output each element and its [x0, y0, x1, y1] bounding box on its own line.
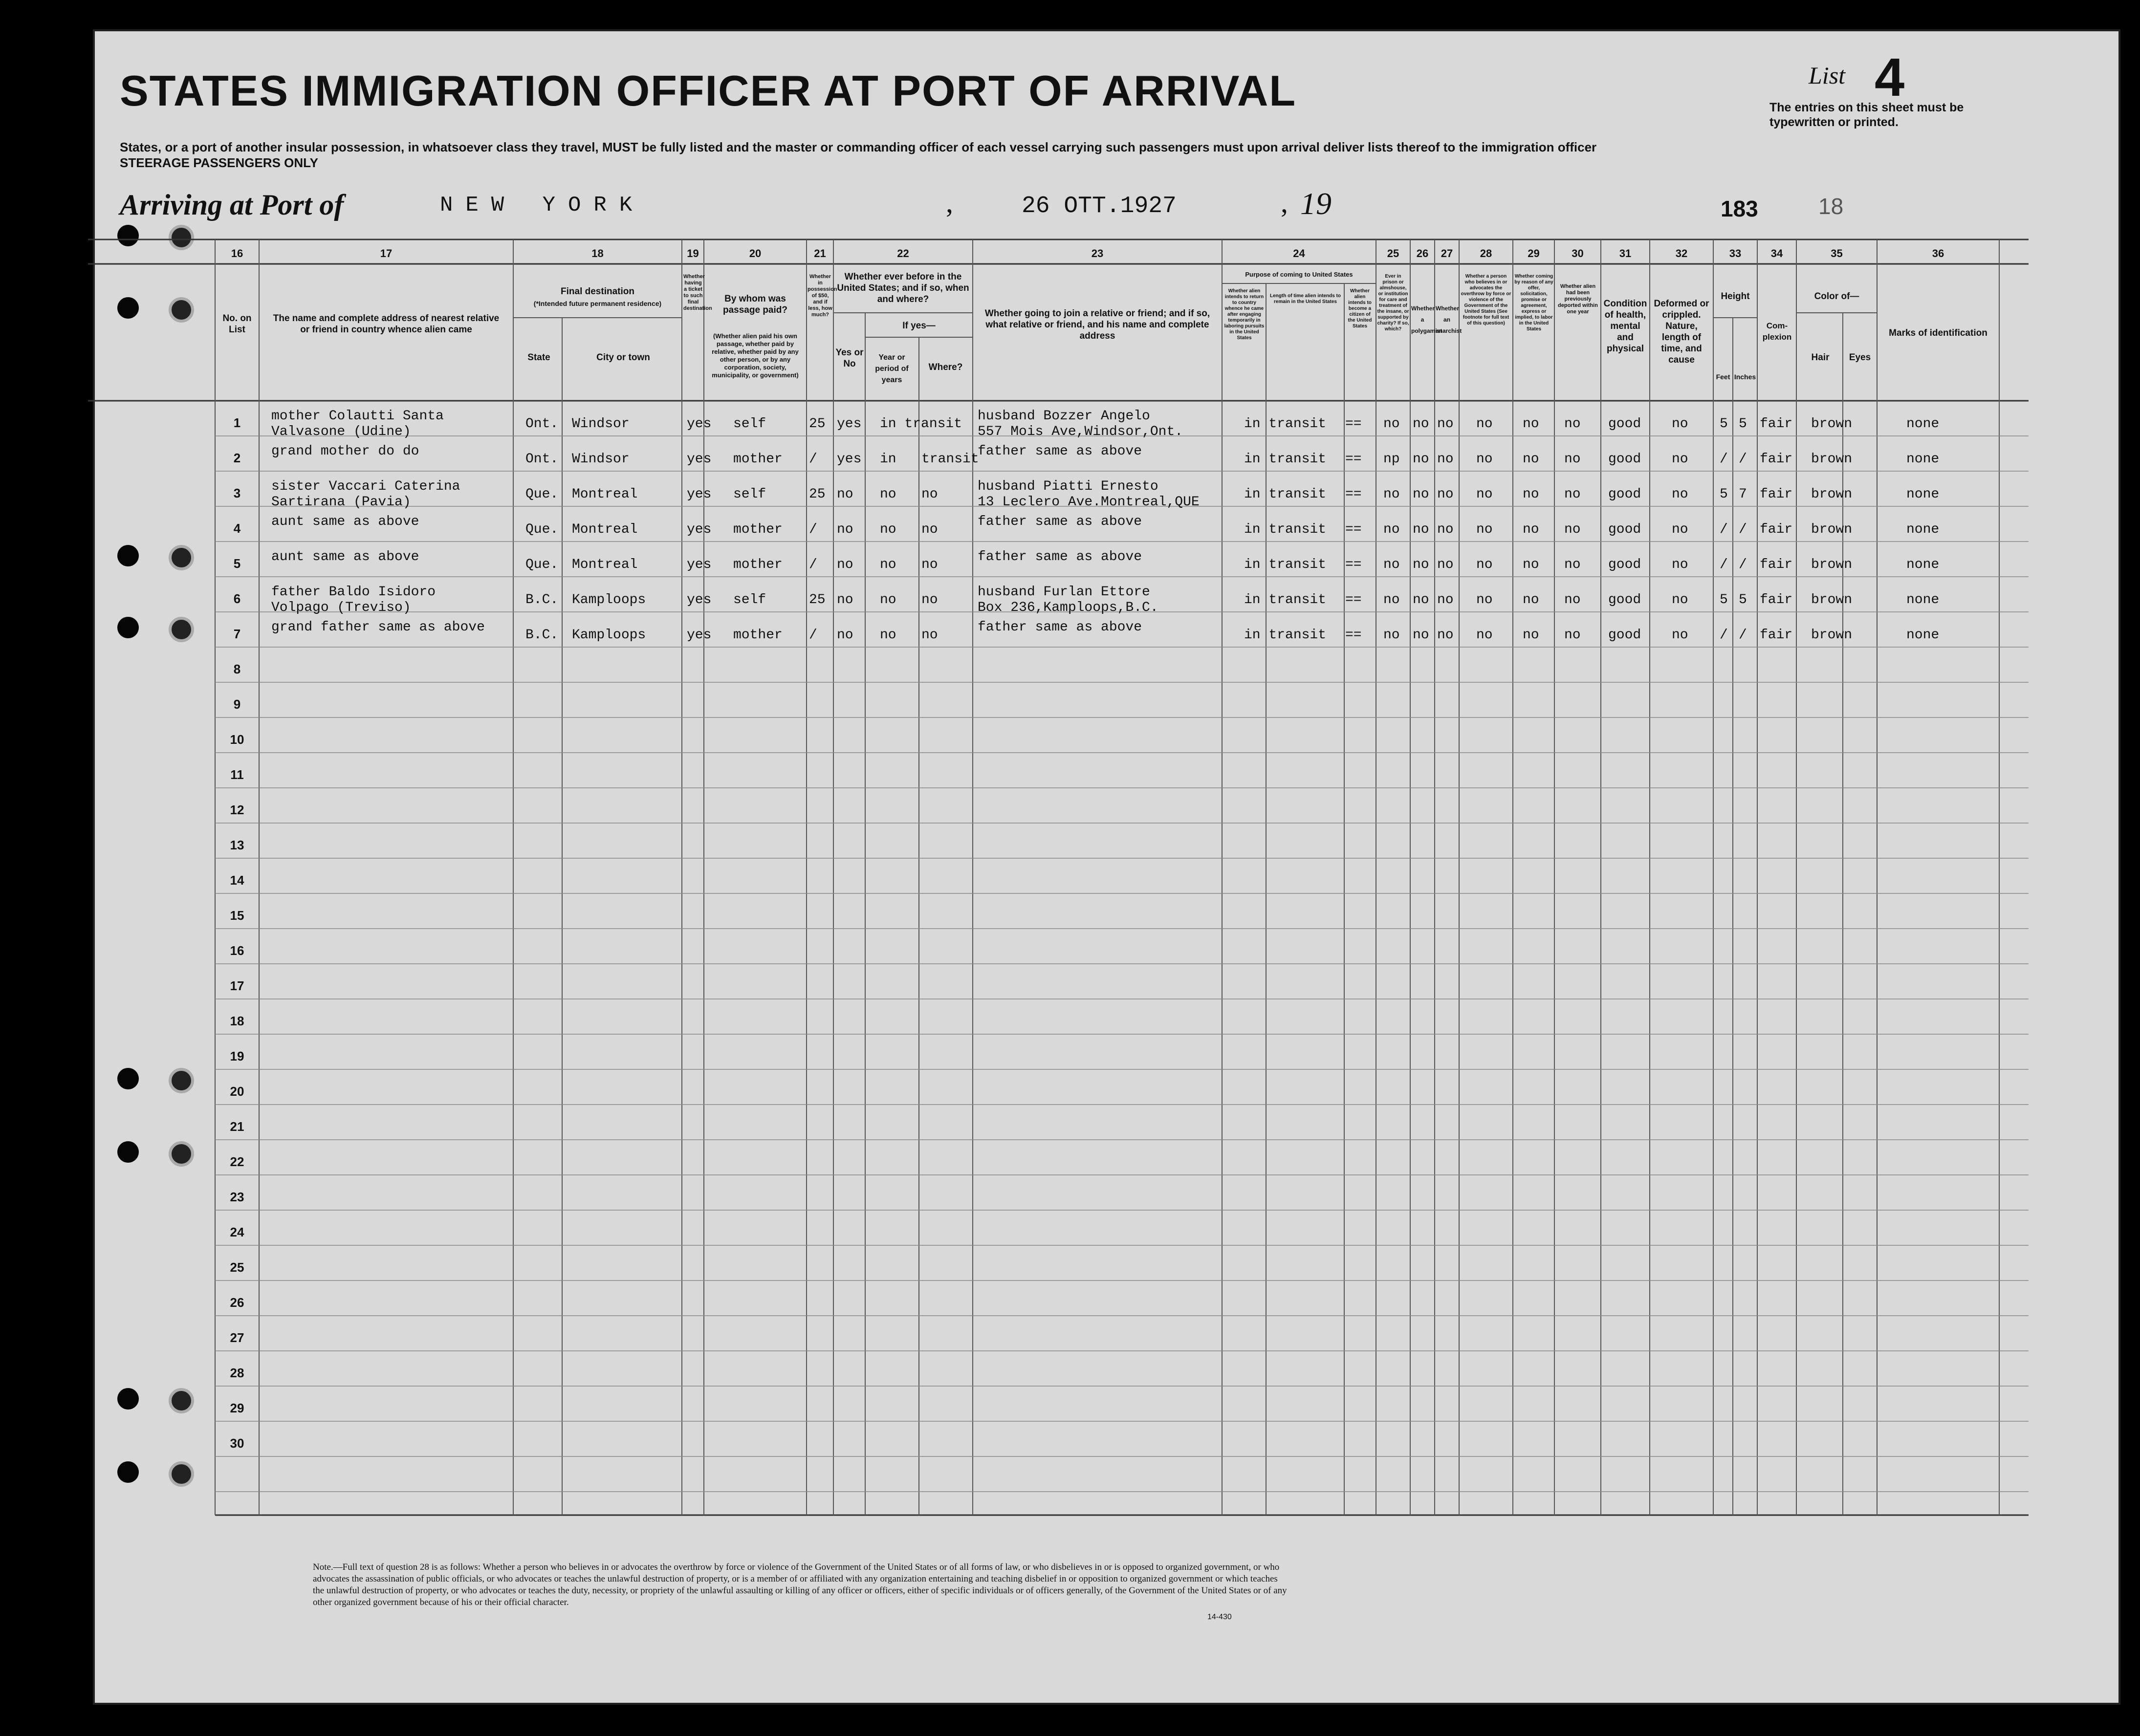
cell-q30: no [1564, 487, 1581, 502]
row-number: 21 [230, 1119, 244, 1134]
cell-anarchist: no [1437, 416, 1454, 432]
header-final-destination: Final destination [561, 286, 634, 297]
separator: , [1281, 186, 1288, 218]
row-number: 10 [230, 732, 244, 747]
row-number: 24 [230, 1225, 244, 1239]
row-number: 25 [230, 1260, 244, 1275]
cell-hair: brown [1811, 452, 1853, 467]
column-number: 27 [1441, 247, 1453, 260]
cell-period: no [880, 592, 896, 608]
cell-period: in transit [880, 416, 962, 432]
header-health: Condition of health, mental and physical [1603, 299, 1647, 354]
cell-q30: no [1564, 522, 1581, 537]
cell-anarchist: no [1437, 628, 1454, 643]
header-ever-before: Whether ever before in the United States; and if so, when and where? [837, 272, 969, 304]
cell-polygamist: no [1413, 487, 1429, 502]
cell-citizen: == [1345, 592, 1362, 608]
cell-before: yes [837, 416, 862, 432]
cell-citizen: == [1345, 487, 1362, 502]
cell-money: 25 [809, 487, 826, 502]
cell-q30: no [1564, 592, 1581, 608]
header-color-of: Color of— [1814, 291, 1859, 302]
page-number-struck: 18 [1818, 194, 1844, 219]
list-label: List [1809, 62, 1846, 89]
header-prison: Ever in prison or almshouse, or institution for care and treatment of the insane, or supported by charity? If so, which? [1377, 274, 1409, 332]
cell-purpose: in transit [1244, 628, 1327, 643]
row-number: 6 [233, 591, 241, 606]
row-number: 11 [230, 767, 244, 782]
cell-deformed: no [1672, 416, 1688, 432]
header-polygamist: Whether a polygamist [1411, 305, 1442, 334]
cell-feet: / [1720, 628, 1728, 643]
cell-join2: 13 Leclero Ave.Montreal,QUE [978, 495, 1200, 510]
row-number: 19 [230, 1049, 244, 1063]
cell-inches: 7 [1739, 487, 1747, 502]
cell-paid: mother [733, 557, 783, 572]
cell-join2: 557 Mois Ave,Windsor,Ont. [978, 424, 1183, 439]
arrival-date-stamp: 26 OTT.1927 [1022, 193, 1177, 219]
cell-ticket: yes [687, 628, 712, 643]
row-number: 13 [230, 838, 244, 852]
cell-where: no [921, 487, 938, 502]
cell-deformed: no [1672, 592, 1688, 608]
cell-state: B.C. [525, 592, 559, 608]
cell-money: / [809, 628, 817, 643]
cell-prison: no [1383, 487, 1400, 502]
cell-polygamist: no [1413, 452, 1429, 467]
header-join-relative: Whether going to join a relative or friend; and if so, what relative or friend, and his name and complete address [984, 308, 1210, 341]
cell-complexion: fair [1760, 522, 1793, 537]
cell-complexion: fair [1760, 592, 1793, 608]
cell-health: good [1608, 522, 1641, 537]
header-q28: Whether a person who believes in or advocates the overthrow by force or violence of the Government of the United States (See footnote for full text of this question) [1461, 274, 1511, 326]
cell-before: no [837, 557, 853, 572]
cell-prison: no [1383, 628, 1400, 643]
page-number: 183 [1721, 196, 1758, 221]
cell-before: no [837, 522, 853, 537]
header-final-destination-note: (*Intended future permanent residence) [533, 300, 662, 307]
cell-relative1: grand father same as above [271, 620, 485, 635]
row-number: 27 [230, 1330, 244, 1345]
column-number: 32 [1675, 247, 1688, 260]
cell-feet: / [1720, 522, 1728, 537]
header-purpose-a: Whether alien intends to return to country whence he came after engaging temporarily in laboring pursuits in the United States [1224, 288, 1265, 341]
cell-relative2: Sartirana (Pavia) [271, 495, 411, 510]
cell-polygamist: no [1413, 557, 1429, 572]
row-number: 28 [230, 1366, 244, 1380]
year-prefix: 19 [1300, 186, 1332, 221]
cell-city: Windsor [572, 452, 630, 467]
row-number: 1 [233, 415, 241, 430]
cell-inches: / [1739, 628, 1747, 643]
row-number: 26 [230, 1295, 244, 1310]
column-number: 23 [1091, 247, 1104, 260]
cell-inches: 5 [1739, 416, 1747, 432]
instruction-line: States, or a port of another insular possession, in whatsoever class they travel, MUST be fully listed and the master or commanding officer of each vessel carrying such passengers must upon arrival deliver lists thereof to the immigration officer [120, 140, 1597, 154]
header-state: State [527, 352, 550, 363]
cell-relative1: aunt same as above [271, 549, 419, 564]
cell-before: no [837, 592, 853, 608]
cell-money: 25 [809, 416, 826, 432]
cell-polygamist: no [1413, 628, 1429, 643]
cell-feet: / [1720, 557, 1728, 572]
cell-q29: no [1523, 592, 1539, 608]
cell-paid: mother [733, 628, 783, 643]
cell-relative2: Valvasone (Udine) [271, 424, 411, 439]
cell-polygamist: no [1413, 592, 1429, 608]
cell-hair: brown [1811, 522, 1853, 537]
cell-deformed: no [1672, 522, 1688, 537]
cell-state: Que. [525, 487, 559, 502]
cell-state: Ont. [525, 416, 559, 432]
cell-relative1: father Baldo Isidoro [271, 585, 436, 600]
cell-health: good [1608, 416, 1641, 432]
header-anarchist: Whether an anarchist [1436, 305, 1462, 334]
cell-anarchist: no [1437, 557, 1454, 572]
cell-anarchist: no [1437, 487, 1454, 502]
cell-q28: no [1476, 487, 1493, 502]
cell-citizen: == [1345, 522, 1362, 537]
cell-paid: self [733, 487, 766, 502]
cell-marks: none [1906, 487, 1940, 502]
cell-relative2: Volpago (Treviso) [271, 600, 411, 615]
cell-q30: no [1564, 452, 1581, 467]
cell-state: Que. [525, 557, 559, 572]
cell-q30: no [1564, 416, 1581, 432]
row-number: 14 [230, 873, 244, 888]
header-q30: Whether alien had been previously deported within one year [1558, 283, 1598, 315]
cell-marks: none [1906, 416, 1940, 432]
cell-marks: none [1906, 452, 1940, 467]
column-number: 18 [591, 247, 604, 260]
cell-prison: np [1383, 452, 1400, 467]
cell-relative1: aunt same as above [271, 514, 419, 529]
cell-purpose: in transit [1244, 487, 1327, 502]
row-number: 30 [230, 1436, 244, 1451]
form-number: 14-430 [1207, 1613, 1232, 1621]
cell-before: no [837, 628, 853, 643]
cell-q28: no [1476, 628, 1493, 643]
row-number: 9 [233, 697, 241, 712]
cell-money: / [809, 452, 817, 467]
cell-q29: no [1523, 452, 1539, 467]
cell-feet: 5 [1720, 487, 1728, 502]
arriving-label: Arriving at Port of [120, 189, 344, 221]
cell-state: Ont. [525, 452, 559, 467]
row-number: 15 [230, 908, 244, 923]
cell-city: Montreal [572, 487, 638, 502]
cell-ticket: yes [687, 557, 712, 572]
cell-paid: mother [733, 522, 783, 537]
column-number: 30 [1572, 247, 1584, 260]
cell-join1: husband Bozzer Angelo [978, 409, 1150, 424]
cell-paid: mother [733, 452, 783, 467]
header-hair: Hair [1811, 352, 1830, 363]
cell-complexion: fair [1760, 628, 1793, 643]
column-number: 29 [1528, 247, 1540, 260]
cell-period: no [880, 557, 896, 572]
cell-inches: / [1739, 557, 1747, 572]
header-inches: Inches [1734, 373, 1756, 381]
cell-feet: 5 [1720, 416, 1728, 432]
column-number: 33 [1729, 247, 1742, 260]
cell-complexion: fair [1760, 416, 1793, 432]
cell-citizen: == [1345, 452, 1362, 467]
cell-q29: no [1523, 487, 1539, 502]
row-number: 2 [233, 451, 241, 465]
cell-anarchist: no [1437, 592, 1454, 608]
cell-health: good [1608, 487, 1641, 502]
header-possession-50: Whether in possession of $50, and if less, how much? [808, 274, 837, 318]
cell-marks: none [1906, 628, 1940, 643]
cell-prison: no [1383, 592, 1400, 608]
cell-q28: no [1476, 452, 1493, 467]
row-number: 5 [233, 556, 241, 571]
cell-inches: / [1739, 452, 1747, 467]
typewritten-note: The entries on this sheet must be typewritten or printed. [1769, 101, 1964, 129]
header-where: Where? [928, 362, 963, 372]
cell-q29: no [1523, 628, 1539, 643]
cell-citizen: == [1345, 628, 1362, 643]
cell-relative1: mother Colautti Santa [271, 409, 444, 424]
cell-before: yes [837, 452, 862, 467]
cell-deformed: no [1672, 557, 1688, 572]
cell-polygamist: no [1413, 416, 1429, 432]
question-28-footnote: Note.—Full text of question 28 is as follows: Whether a person who believes in or advocates the overthrow by force or violence of the Government of the United States or of all forms of law, or who disbelieves in or is opposed to organized government, or who advocates the assassination of public officials, or who advocates or teaches the unlawful destruction of property, or is a member of or affiliated with any organization entertaining and teaching disbelief in or opposition to organized government or which teaches the unlawful destruction of property, or who advocates or teaches the duty, necessity, or propriety of the unlawful assaulting or killing of any officer or officers, either of specific individuals or of officers generally, of the Government of the United States or of any other organized government because of his or their official character. [313, 1562, 1287, 1607]
cell-q28: no [1476, 592, 1493, 608]
header-feet: Feet [1716, 373, 1730, 381]
cell-complexion: fair [1760, 487, 1793, 502]
row-number: 17 [230, 978, 244, 993]
column-number: 31 [1619, 247, 1632, 260]
cell-where: no [921, 592, 938, 608]
cell-purpose: in transit [1244, 522, 1327, 537]
cell-join1: father same as above [978, 514, 1142, 529]
cell-ticket: yes [687, 592, 712, 608]
header-relative-address: The name and complete address of nearest relative or friend in country whence alien came [273, 313, 500, 335]
cell-money: / [809, 522, 817, 537]
row-number: 3 [233, 486, 241, 500]
cell-join1: father same as above [978, 444, 1142, 459]
cell-q29: no [1523, 416, 1539, 432]
cell-citizen: == [1345, 416, 1362, 432]
cell-deformed: no [1672, 487, 1688, 502]
header-if-yes: If yes— [902, 321, 936, 331]
cell-anarchist: no [1437, 452, 1454, 467]
cell-city: Montreal [572, 522, 638, 537]
cell-money: / [809, 557, 817, 572]
cell-q28: no [1476, 522, 1493, 537]
cell-feet: 5 [1720, 592, 1728, 608]
cell-marks: none [1906, 592, 1940, 608]
cell-q29: no [1523, 557, 1539, 572]
header-complexion: Com-plexion [1762, 321, 1792, 342]
cell-period: in [880, 452, 896, 467]
header-passage-note: (Whether alien paid his own passage, whether paid by relative, whether paid by any other person, or by any corporation, society, municipality, or government) [712, 332, 799, 379]
header-ticket: Whether having a ticket to such final destination [683, 274, 712, 311]
row-number: 29 [230, 1401, 244, 1415]
list-number: 4 [1875, 47, 1905, 108]
cell-ticket: yes [687, 487, 712, 502]
cell-purpose: in transit [1244, 557, 1327, 572]
cell-q30: no [1564, 557, 1581, 572]
cell-health: good [1608, 557, 1641, 572]
cell-join1: husband Piatti Ernesto [978, 479, 1158, 494]
cell-period: no [880, 628, 896, 643]
cell-q28: no [1476, 416, 1493, 432]
cell-prison: no [1383, 557, 1400, 572]
cell-where: transit [921, 452, 979, 467]
header-purpose-b: Length of time alien intends to remain in the United States [1270, 293, 1341, 304]
cell-inches: / [1739, 522, 1747, 537]
column-number: 17 [380, 247, 393, 260]
column-number: 21 [814, 247, 826, 260]
cell-inches: 5 [1739, 592, 1747, 608]
cell-feet: / [1720, 452, 1728, 467]
cell-where: no [921, 628, 938, 643]
cell-polygamist: no [1413, 522, 1429, 537]
cell-ticket: yes [687, 416, 712, 432]
header-no-on-list: No. on List [222, 313, 252, 335]
column-number: 20 [749, 247, 762, 260]
arrival-port: NEW YORK [440, 193, 645, 217]
cell-marks: none [1906, 522, 1940, 537]
cell-marks: none [1906, 557, 1940, 572]
cell-city: Kamploops [572, 628, 646, 643]
cell-period: no [880, 522, 896, 537]
cell-relative1: sister Vaccari Caterina [271, 479, 460, 494]
column-number: 35 [1831, 247, 1843, 260]
cell-purpose: in transit [1244, 416, 1327, 432]
header-city: City or town [596, 352, 650, 363]
form-title: STATES IMMIGRATION OFFICER AT PORT OF ARRIVAL [120, 66, 1297, 115]
cell-hair: brown [1811, 592, 1853, 608]
row-number: 12 [230, 803, 244, 817]
column-number: 28 [1480, 247, 1492, 260]
cell-before: no [837, 487, 853, 502]
row-number: 23 [230, 1190, 244, 1204]
column-number: 24 [1293, 247, 1305, 260]
cell-purpose: in transit [1244, 592, 1327, 608]
header-eyes: Eyes [1849, 352, 1871, 363]
cell-city: Kamploops [572, 592, 646, 608]
cell-state: B.C. [525, 628, 559, 643]
cell-ticket: yes [687, 522, 712, 537]
header-year-period: Year or period of years [875, 353, 909, 384]
cell-health: good [1608, 452, 1641, 467]
cell-anarchist: no [1437, 522, 1454, 537]
column-number: 26 [1416, 247, 1429, 260]
header-passage-paid: By whom was passage paid? [723, 294, 787, 315]
header-yes-no: Yes or No [835, 347, 864, 369]
cell-paid: self [733, 592, 766, 608]
header-height: Height [1721, 291, 1750, 302]
cell-deformed: no [1672, 628, 1688, 643]
cell-state: Que. [525, 522, 559, 537]
cell-complexion: fair [1760, 452, 1793, 467]
header-q29: Whether coming by reason of any offer, solicitation, promise or agreement, express or implied, to labor in the United States [1514, 274, 1553, 332]
cell-city: Windsor [572, 416, 630, 432]
row-number: 4 [233, 521, 241, 536]
cell-city: Montreal [572, 557, 638, 572]
cell-paid: self [733, 416, 766, 432]
row-number: 18 [230, 1014, 244, 1028]
header-marks: Marks of identification [1889, 328, 1987, 338]
cell-join1: husband Furlan Ettore [978, 585, 1150, 600]
column-number: 25 [1387, 247, 1399, 260]
cell-relative1: grand mother do do [271, 444, 419, 459]
cell-hair: brown [1811, 416, 1853, 432]
cell-q28: no [1476, 557, 1493, 572]
row-number: 7 [233, 627, 241, 641]
steerage-line: STEERAGE PASSENGERS ONLY [120, 155, 318, 170]
cell-prison: no [1383, 416, 1400, 432]
cell-join1: father same as above [978, 620, 1142, 635]
cell-ticket: yes [687, 452, 712, 467]
cell-join1: father same as above [978, 549, 1142, 564]
cell-purpose: in transit [1244, 452, 1327, 467]
row-number: 8 [233, 662, 241, 676]
column-number: 34 [1770, 247, 1783, 260]
column-number: 22 [897, 247, 909, 260]
separator: , [946, 186, 953, 218]
column-number: 36 [1932, 247, 1944, 260]
cell-citizen: == [1345, 557, 1362, 572]
header-purpose: Purpose of coming to United States [1245, 271, 1353, 278]
cell-health: good [1608, 592, 1641, 608]
row-number: 22 [230, 1154, 244, 1169]
cell-join2: Box 236,Kamploops,B.C. [978, 600, 1158, 615]
cell-hair: brown [1811, 487, 1853, 502]
cell-money: 25 [809, 592, 826, 608]
cell-where: no [921, 522, 938, 537]
cell-deformed: no [1672, 452, 1688, 467]
cell-where: no [921, 557, 938, 572]
cell-q30: no [1564, 628, 1581, 643]
cell-complexion: fair [1760, 557, 1793, 572]
row-number: 20 [230, 1084, 244, 1099]
cell-hair: brown [1811, 628, 1853, 643]
cell-hair: brown [1811, 557, 1853, 572]
column-number: 19 [687, 247, 699, 260]
cell-prison: no [1383, 522, 1400, 537]
cell-q29: no [1523, 522, 1539, 537]
header-purpose-c: Whether alien intends to become a citizen of the United States [1348, 288, 1372, 329]
row-number: 16 [230, 943, 244, 958]
header-deformed: Deformed or crippled. Nature, length of time, and cause [1654, 299, 1709, 365]
cell-health: good [1608, 628, 1641, 643]
column-number: 16 [231, 247, 243, 260]
cell-period: no [880, 487, 896, 502]
